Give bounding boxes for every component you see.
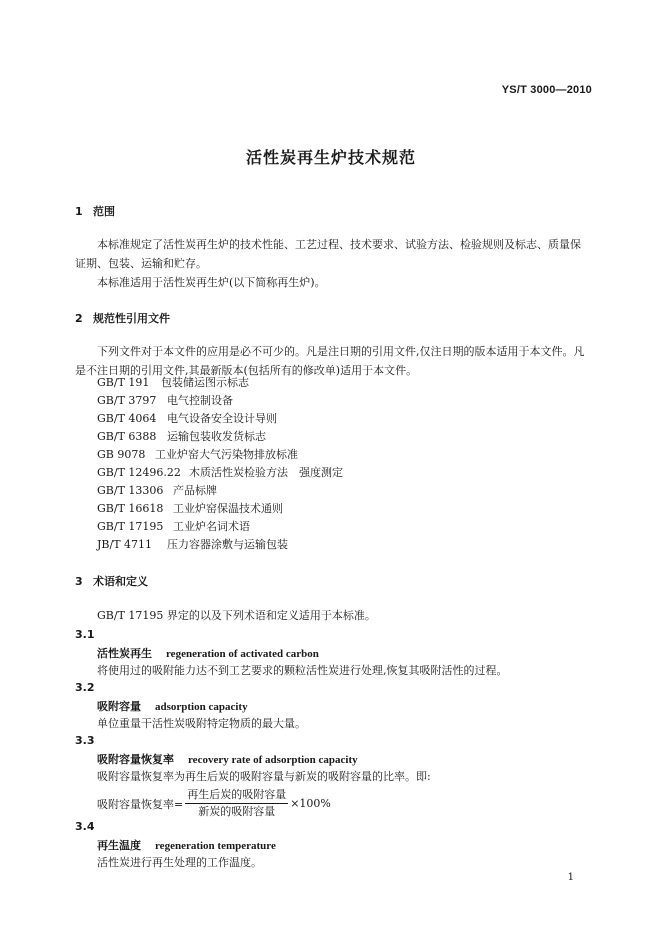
recovery-rate-formula (97, 788, 331, 819)
reference-code: GB/T 191 (97, 376, 150, 389)
formula-rhs: ×100% (290, 797, 331, 810)
document-title: 活性炭再生炉技术规范 (245, 148, 416, 167)
term-chinese: 活性炭再生 (97, 647, 152, 660)
section-3-intro: GB/T 17195 界定的以及下列术语和定义适用于本标准。 (97, 609, 376, 622)
reference-item (97, 447, 298, 463)
reference-code: GB/T 13306 (97, 484, 164, 497)
reference-code: GB/T 3797 (97, 394, 157, 407)
reference-code: GB/T 4064 (97, 412, 157, 425)
reference-title: 电气控制设备 (167, 394, 233, 407)
reference-item (97, 501, 283, 517)
term-english: regeneration temperature (155, 840, 276, 852)
section-title: 术语和定义 (93, 575, 148, 588)
reference-title: 工业炉窑大气污染物排放标准 (155, 448, 298, 461)
formula-fraction (185, 788, 288, 819)
section-title: 规范性引用文件 (93, 312, 170, 325)
standard-number: YS/T 3000—2010 (501, 84, 592, 96)
clause-number: 3.4 (75, 820, 95, 833)
reference-title: 工业炉窑保温技术通则 (173, 502, 283, 515)
reference-title: 工业炉名词术语 (173, 520, 250, 533)
formula-denominator: 新炭的吸附容量 (198, 805, 276, 818)
term-definition: 活性炭进行再生处理的工作温度。 (97, 856, 262, 869)
section-1-paragraph-2: 本标准适用于活性炭再生炉(以下简称再生炉)。 (97, 276, 326, 289)
page-number: 1 (567, 872, 574, 883)
term-english: recovery rate of adsorption capacity (188, 754, 358, 766)
section-1-paragraph-1: 本标准规定了活性炭再生炉的技术性能、工艺过程、技术要求、试验方法、检验规则及标志、质量保证期、包装、运输和贮存。 (75, 238, 581, 270)
reference-title: 包装储运图示标志 (161, 376, 249, 389)
reference-item (97, 375, 249, 391)
reference-code: GB/T 16618 (97, 502, 164, 515)
term-english: adsorption capacity (155, 701, 248, 713)
reference-item (97, 465, 343, 481)
term-entry (97, 837, 276, 853)
clause-number: 3.2 (75, 681, 95, 694)
reference-item (97, 519, 250, 535)
reference-code: GB/T 6388 (97, 430, 157, 443)
section-title: 范围 (93, 205, 115, 218)
term-definition: 吸附容量恢复率为再生后炭的吸附容量与新炭的吸附容量的比率。即: (97, 770, 431, 783)
term-definition: 将使用过的吸附能力达不到工艺要求的颗粒活性炭进行处理,恢复其吸附活性的过程。 (97, 664, 508, 677)
reference-code: GB 9078 (97, 448, 146, 461)
reference-title: 运输包装收发货标志 (167, 430, 266, 443)
reference-title: 电气设备安全设计导则 (167, 412, 277, 425)
reference-item (97, 411, 277, 427)
clause-number: 3.3 (75, 734, 95, 747)
formula-numerator: 再生后炭的吸附容量 (185, 788, 288, 804)
section-3-heading (75, 573, 148, 589)
section-number: 3 (75, 575, 83, 588)
section-1-heading (75, 203, 115, 219)
section-number: 2 (75, 312, 83, 325)
term-entry (97, 751, 358, 767)
formula-lhs: 吸附容量恢复率= (97, 797, 184, 811)
reference-item (97, 483, 217, 499)
term-chinese: 吸附容量 (97, 700, 141, 713)
reference-item (97, 393, 233, 409)
reference-code: GB/T 17195 (97, 520, 164, 533)
section-2-heading (75, 310, 170, 326)
reference-item (97, 429, 266, 445)
section-number: 1 (75, 205, 83, 218)
term-chinese: 再生温度 (97, 839, 141, 852)
reference-title: 压力容器涂敷与运输包装 (167, 538, 288, 551)
term-english: regeneration of activated carbon (166, 648, 319, 660)
reference-title: 木质活性炭检验方法 强度测定 (189, 466, 343, 479)
clause-number: 3.1 (75, 628, 95, 641)
term-definition: 单位重量干活性炭吸附特定物质的最大量。 (97, 717, 306, 730)
term-entry (97, 698, 248, 714)
term-chinese: 吸附容量恢复率 (97, 753, 174, 766)
section-2-paragraph: 下列文件对于本文件的应用是必不可少的。凡是注日期的引用文件,仅注日期的版本适用于本文件。凡是不注日期的引用文件,其最新版本(包括所有的修改单)适用于本文件。 (75, 345, 585, 377)
reference-item (97, 537, 288, 553)
term-entry (97, 645, 319, 661)
reference-code: GB/T 12496.22 (97, 466, 181, 479)
reference-code: JB/T 4711 (97, 538, 153, 551)
reference-title: 产品标牌 (173, 484, 217, 497)
